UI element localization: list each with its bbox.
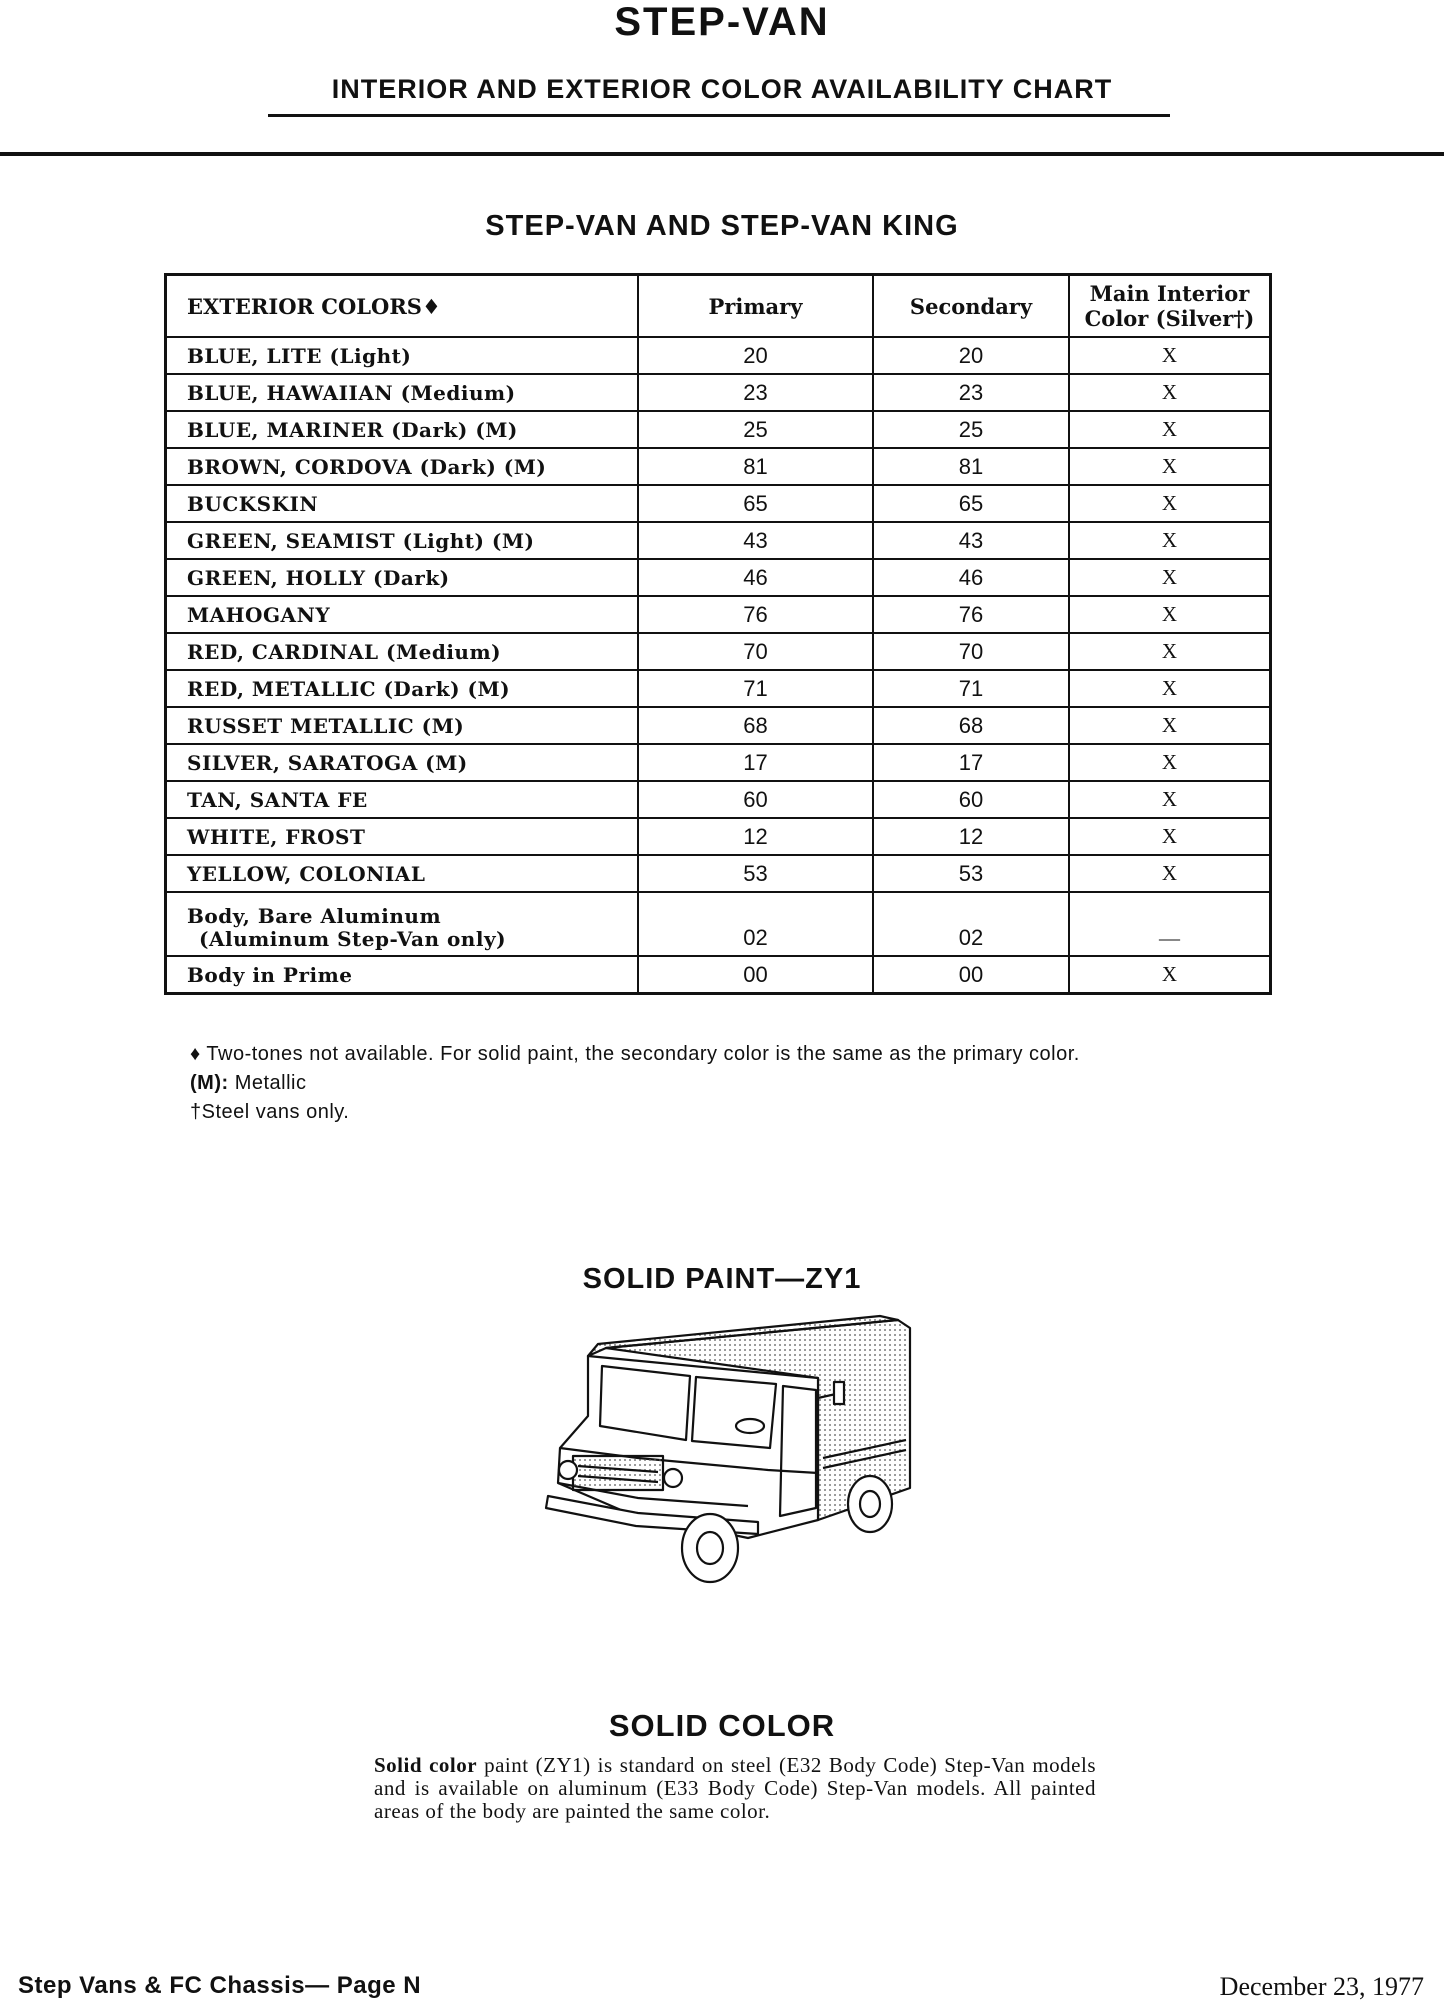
note-steel: †Steel vans only. [190, 1101, 350, 1123]
row-secondary: 68 [873, 707, 1069, 744]
row-primary: 00 [638, 956, 873, 994]
table-row [166, 818, 1271, 855]
row-primary: 46 [638, 559, 873, 596]
row-interior: X [1069, 448, 1271, 485]
row-name: GREEN, SEAMIST (Light) (M) [166, 522, 638, 559]
row-interior: X [1069, 670, 1271, 707]
table-row [166, 559, 1271, 596]
table-row [166, 411, 1271, 448]
row-secondary: 43 [873, 522, 1069, 559]
solid-paint-title: SOLID PAINT—ZY1 [582, 1263, 862, 1295]
row-interior: X [1069, 956, 1271, 994]
row-name: TAN, SANTA FE [166, 781, 638, 818]
header-main-interior-line1: Main Interior [1089, 281, 1250, 306]
row-primary: 76 [638, 596, 873, 633]
note-metallic-key: (M): [190, 1072, 229, 1094]
row-secondary: 53 [873, 855, 1069, 892]
row-primary: 65 [638, 485, 873, 522]
table-row [166, 485, 1271, 522]
row-secondary: 20 [873, 337, 1069, 374]
solid-color-lead: Solid color [374, 1753, 478, 1777]
row-secondary: 65 [873, 485, 1069, 522]
row-primary: 02 [638, 892, 873, 956]
row-secondary: 71 [873, 670, 1069, 707]
row-name: GREEN, HOLLY (Dark) [166, 559, 638, 596]
table-row-bare-aluminum [166, 892, 1271, 956]
row-primary: 23 [638, 374, 873, 411]
table-row [166, 596, 1271, 633]
row-name: MAHOGANY [166, 596, 638, 633]
row-name: BLUE, MARINER (Dark) (M) [166, 411, 638, 448]
solid-color-title: SOLID COLOR [608, 1708, 836, 1743]
subtitle-underline [268, 114, 1170, 117]
row-name-line1: Body, Bare Aluminum [187, 904, 442, 928]
table-row [166, 744, 1271, 781]
row-name: BUCKSKIN [166, 485, 638, 522]
header-main-interior [1069, 275, 1271, 338]
row-name: BLUE, LITE (Light) [166, 337, 638, 374]
table-row-body-in-prime [166, 956, 1271, 994]
row-primary: 12 [638, 818, 873, 855]
row-primary: 70 [638, 633, 873, 670]
row-interior: X [1069, 781, 1271, 818]
row-interior: X [1069, 855, 1271, 892]
row-secondary: 81 [873, 448, 1069, 485]
row-primary: 17 [638, 744, 873, 781]
header-main-interior-line2: Color (Silver†) [1084, 306, 1255, 331]
table-title: STEP-VAN AND STEP-VAN KING [485, 210, 959, 242]
row-name: RED, METALLIC (Dark) (M) [166, 670, 638, 707]
row-primary: 68 [638, 707, 873, 744]
table-row [166, 633, 1271, 670]
row-interior: — [1069, 892, 1271, 956]
row-interior: X [1069, 707, 1271, 744]
page-title: STEP-VAN [614, 0, 830, 44]
table-row [166, 374, 1271, 411]
row-primary: 25 [638, 411, 873, 448]
header-exterior-colors: EXTERIOR COLORS♦ [166, 275, 638, 338]
table-row [166, 781, 1271, 818]
row-primary: 53 [638, 855, 873, 892]
solid-color-description [374, 1754, 1096, 1823]
row-interior: X [1069, 411, 1271, 448]
color-availability-table [164, 273, 1272, 995]
row-secondary: 70 [873, 633, 1069, 670]
table-header-row [166, 275, 1271, 338]
table-row [166, 448, 1271, 485]
row-name [166, 892, 638, 956]
row-interior: X [1069, 633, 1271, 670]
row-secondary: 17 [873, 744, 1069, 781]
row-primary: 20 [638, 337, 873, 374]
row-interior: X [1069, 596, 1271, 633]
row-name-line2: (Aluminum Step-Van only) [199, 927, 507, 951]
table-row [166, 855, 1271, 892]
row-interior: X [1069, 559, 1271, 596]
row-interior: X [1069, 818, 1271, 855]
row-secondary: 12 [873, 818, 1069, 855]
table-row [166, 522, 1271, 559]
table-row [166, 707, 1271, 744]
table-row [166, 670, 1271, 707]
row-primary: 81 [638, 448, 873, 485]
row-primary: 60 [638, 781, 873, 818]
row-name: RED, CARDINAL (Medium) [166, 633, 638, 670]
page-subtitle: INTERIOR AND EXTERIOR COLOR AVAILABILITY CHART [331, 74, 1113, 104]
header-primary: Primary [638, 275, 873, 338]
footer-page-label: Step Vans & FC Chassis— Page N [18, 1972, 422, 1999]
note-metallic [190, 1069, 1080, 1098]
row-interior: X [1069, 337, 1271, 374]
row-primary: 71 [638, 670, 873, 707]
table-notes [190, 1040, 1080, 1127]
note-two-tone: ♦ Two-tones not available. For solid paint, the secondary color is the same as the primary color. [190, 1043, 1080, 1065]
footer-date: December 23, 1977 [1219, 1972, 1424, 2001]
row-name: BROWN, CORDOVA (Dark) (M) [166, 448, 638, 485]
header-divider [0, 152, 1444, 156]
row-name: Body in Prime [166, 956, 638, 994]
row-interior: X [1069, 485, 1271, 522]
row-name: SILVER, SARATOGA (M) [166, 744, 638, 781]
row-interior: X [1069, 374, 1271, 411]
row-name: WHITE, FROST [166, 818, 638, 855]
step-van-illustration [518, 1308, 948, 1608]
row-primary: 43 [638, 522, 873, 559]
row-name: RUSSET METALLIC (M) [166, 707, 638, 744]
row-secondary: 76 [873, 596, 1069, 633]
row-secondary: 23 [873, 374, 1069, 411]
note-metallic-value: Metallic [228, 1072, 307, 1094]
row-secondary: 02 [873, 892, 1069, 956]
solid-color-body: paint (ZY1) is standard on steel (E32 Body Code) Step-Van models and is available on aluminum (E33 Body Code) Step-Van models. All painted areas of the body are painted the same color. [374, 1753, 1096, 1823]
row-secondary: 60 [873, 781, 1069, 818]
row-interior: X [1069, 744, 1271, 781]
header-secondary: Secondary [873, 275, 1069, 338]
row-name: YELLOW, COLONIAL [166, 855, 638, 892]
row-secondary: 00 [873, 956, 1069, 994]
row-secondary: 25 [873, 411, 1069, 448]
table-row [166, 337, 1271, 374]
row-name: BLUE, HAWAIIAN (Medium) [166, 374, 638, 411]
row-secondary: 46 [873, 559, 1069, 596]
row-interior: X [1069, 522, 1271, 559]
